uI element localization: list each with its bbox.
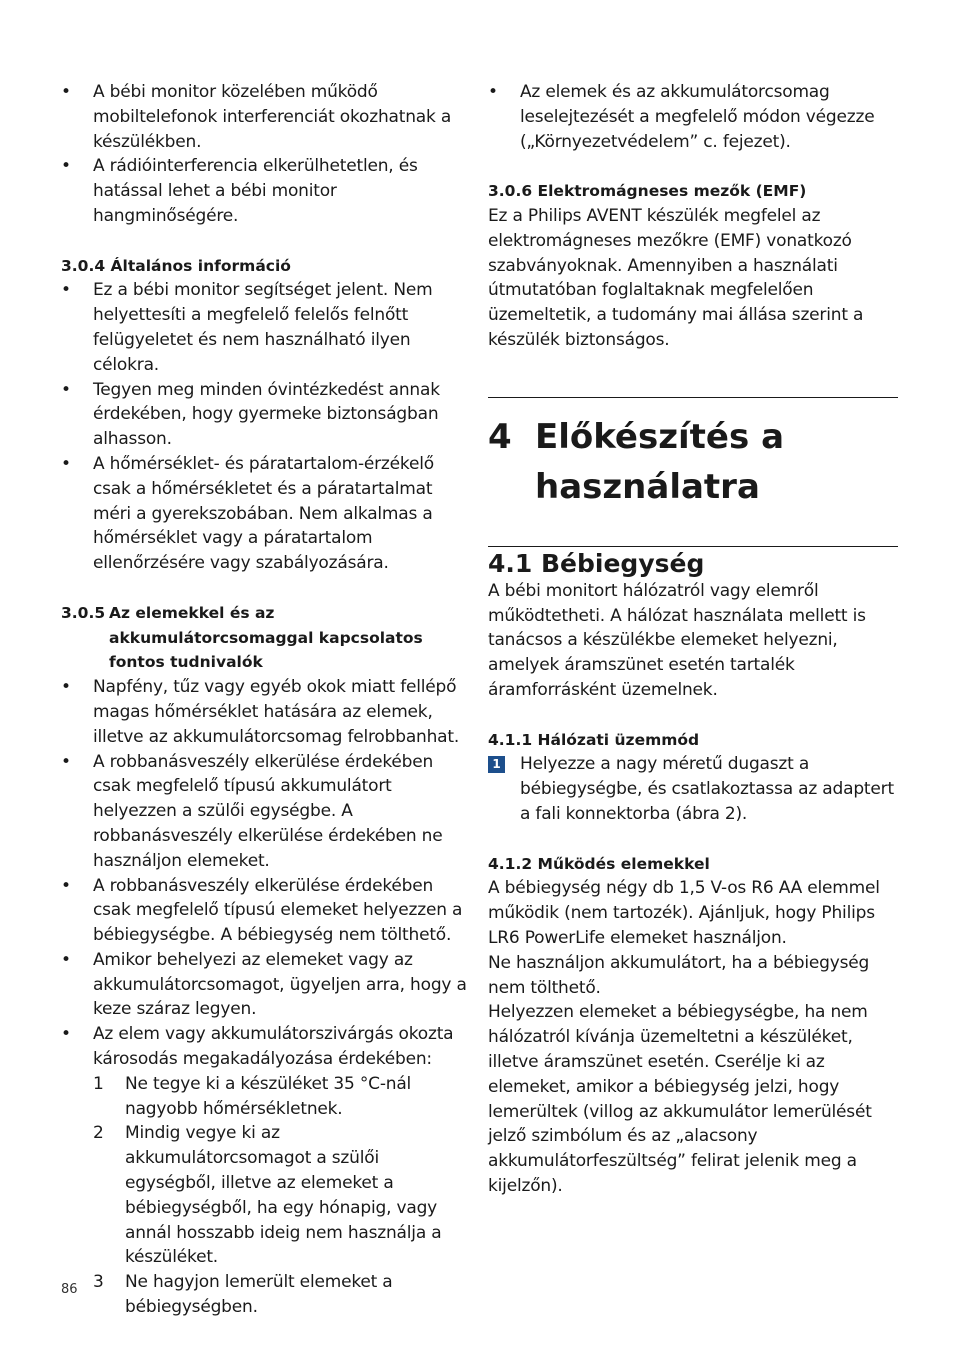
numbered-item bbox=[93, 1121, 471, 1270]
heading-3-0-5 bbox=[61, 601, 471, 675]
item-text: Ne hagyjon lemerült elemeket a bébiegységben. bbox=[125, 1272, 393, 1318]
list-item: • Amikor behelyezi az elemeket vagy az akkumulátorcsomagot, ügyeljen arra, hogy a keze száraz legyen. bbox=[61, 948, 471, 1022]
numbered-sub-list bbox=[93, 1072, 471, 1320]
section-divider bbox=[488, 546, 898, 547]
list-item: • A hőmérséklet- és páratartalom-érzékelő csak a hőmérsékletet és a páratartalmat méri a gyerekszobában. Nem alkalmas a hőmérséklet vagy a páratartalom ellenőrzésére vagy szabályozására. bbox=[61, 452, 471, 576]
heading-3-0-4: 3.0.4 Általános információ bbox=[61, 256, 291, 275]
list-item: • A bébi monitor közelében működő mobiltelefonok interferenciát okozhatnak a készülékben. bbox=[61, 80, 471, 154]
list-item bbox=[61, 1022, 471, 1320]
step-text: Helyezze a nagy méretű dugaszt a bébiegységbe, és csatlakoztassa az adaptert a fali konnektorba (ábra 2). bbox=[520, 754, 894, 824]
list-item: • A rádióinterferencia elkerülhetetlen, és hatással lehet a bébi monitor hangminőségére. bbox=[61, 154, 471, 228]
step-item bbox=[488, 752, 898, 826]
list-item: • A robbanásveszély elkerülése érdekében csak megfelelő típusú akkumulátort helyezzen a szülői egységbe. A robbanásveszély elkerülése érdekében ne használjon elemeket. bbox=[61, 750, 471, 874]
chapter-title-line: használatra bbox=[535, 466, 760, 507]
chapter-divider bbox=[488, 397, 898, 398]
chapter-title-text bbox=[535, 412, 784, 512]
page-number: 86 bbox=[61, 1282, 78, 1297]
chapter-number: 4 bbox=[488, 416, 512, 457]
right-column bbox=[488, 80, 898, 1199]
paragraph: Ez a Philips AVENT készülék megfelel az elektromágneses mezőkre (EMF) vonatkozó szabványoknak. Amennyiben a használati útmutatóban foglaltaknak megfelelően üzemeltetik, a tudomány mai állása szerint a készülék biztonságos. bbox=[488, 205, 864, 350]
numbered-item bbox=[93, 1270, 471, 1320]
list-item: • Az elemek és az akkumulátorcsomag leselejtezését a megfelelő módon végezze („Környezetvédelem” c. fejezet). bbox=[488, 80, 898, 154]
heading-text: Az elemekkel és az akkumulátorcsomaggal kapcsolatos fontos tudnivalók bbox=[109, 603, 423, 672]
step-number-badge: 1 bbox=[488, 756, 505, 773]
item-number: 3 bbox=[93, 1272, 104, 1293]
paragraph: A bébi monitort hálózatról vagy elemről működtetheti. A hálózat használata mellett is tanácsos a készülékbe elemeket helyezni, amelyek áramszünet esetén tartalék áramforrásként üzemelnek. bbox=[488, 580, 866, 700]
paragraph: Helyezzen elemeket a bébiegységbe, ha nem hálózatról kívánja üzemeltetni a készüléket, illetve áramszünet esetén. Cserélje ki az elemeket, amikor a bébiegység jelzi, hogy lemerültek (villog az akkumulátor lemerülését jelző szimbólum és az „alacsony akkumulátorfeszültség” felirat jelenik meg a kijelzőn). bbox=[488, 1002, 872, 1196]
item-text: Mindig vegye ki az akkumulátorcsomagot a szülői egységből, illetve az elemeket a bébiegységből, ha egy hónapig, vagy annál hosszabb ideig nem használja a készüléket. bbox=[125, 1123, 442, 1268]
list-item: • Ez a bébi monitor segítséget jelent. Nem helyettesíti a megfelelő felelős felnőtt felügyeletet és nem használható ilyen célokra. bbox=[61, 278, 471, 377]
list-item: • Tegyen meg minden óvintézkedést annak érdekében, hogy gyermeke biztonságban alhasson. bbox=[61, 378, 471, 452]
list-item: • Napfény, tűz vagy egyéb okok miatt fellépő magas hőmérséklet hatására az elemek, illetve az akkumulátorcsomag felrobbanhat. bbox=[61, 675, 471, 749]
item-number: 2 bbox=[93, 1123, 104, 1144]
heading-4-1-2: 4.1.2 Működés elemekkel bbox=[488, 854, 710, 873]
section-title: 4.1 Bébiegység bbox=[488, 548, 705, 578]
numbered-item bbox=[93, 1072, 471, 1122]
heading-number: 3.0.5 bbox=[61, 603, 106, 622]
list-item-text: Az elem vagy akkumulátorszivárgás okozta károsodás megakadályozása érdekében: bbox=[93, 1024, 454, 1070]
item-number: 1 bbox=[93, 1073, 104, 1094]
paragraph: A bébiegység négy db 1,5 V-os R6 AA elemmel működik (nem tartozék). Ajánljuk, hogy Philips LR6 PowerLife elemeket használjon. bbox=[488, 878, 880, 948]
list-item: • A robbanásveszély elkerülése érdekében csak megfelelő típusú elemeket helyezzen a bébiegységbe. A bébiegység nem tölthető. bbox=[61, 874, 471, 948]
item-text: Ne tegye ki a készüléket 35 °C-nál nagyobb hőmérsékletnek. bbox=[125, 1073, 412, 1119]
intro-bullet-list bbox=[61, 80, 471, 229]
left-column bbox=[61, 80, 471, 1320]
chapter-title bbox=[488, 412, 898, 512]
heading-3-0-6: 3.0.6 Elektromágneses mezők (EMF) bbox=[488, 182, 807, 201]
heading-4-1-1: 4.1.1 Hálózati üzemmód bbox=[488, 730, 700, 749]
paragraph: Ne használjon akkumulátort, ha a bébiegység nem tölthető. bbox=[488, 952, 870, 998]
chapter-title-line: Előkészítés a bbox=[535, 416, 785, 457]
bullet-list-3-0-4 bbox=[61, 278, 471, 576]
bullet-list-3-0-5 bbox=[61, 675, 471, 1320]
intro-bullet-list bbox=[488, 80, 898, 154]
